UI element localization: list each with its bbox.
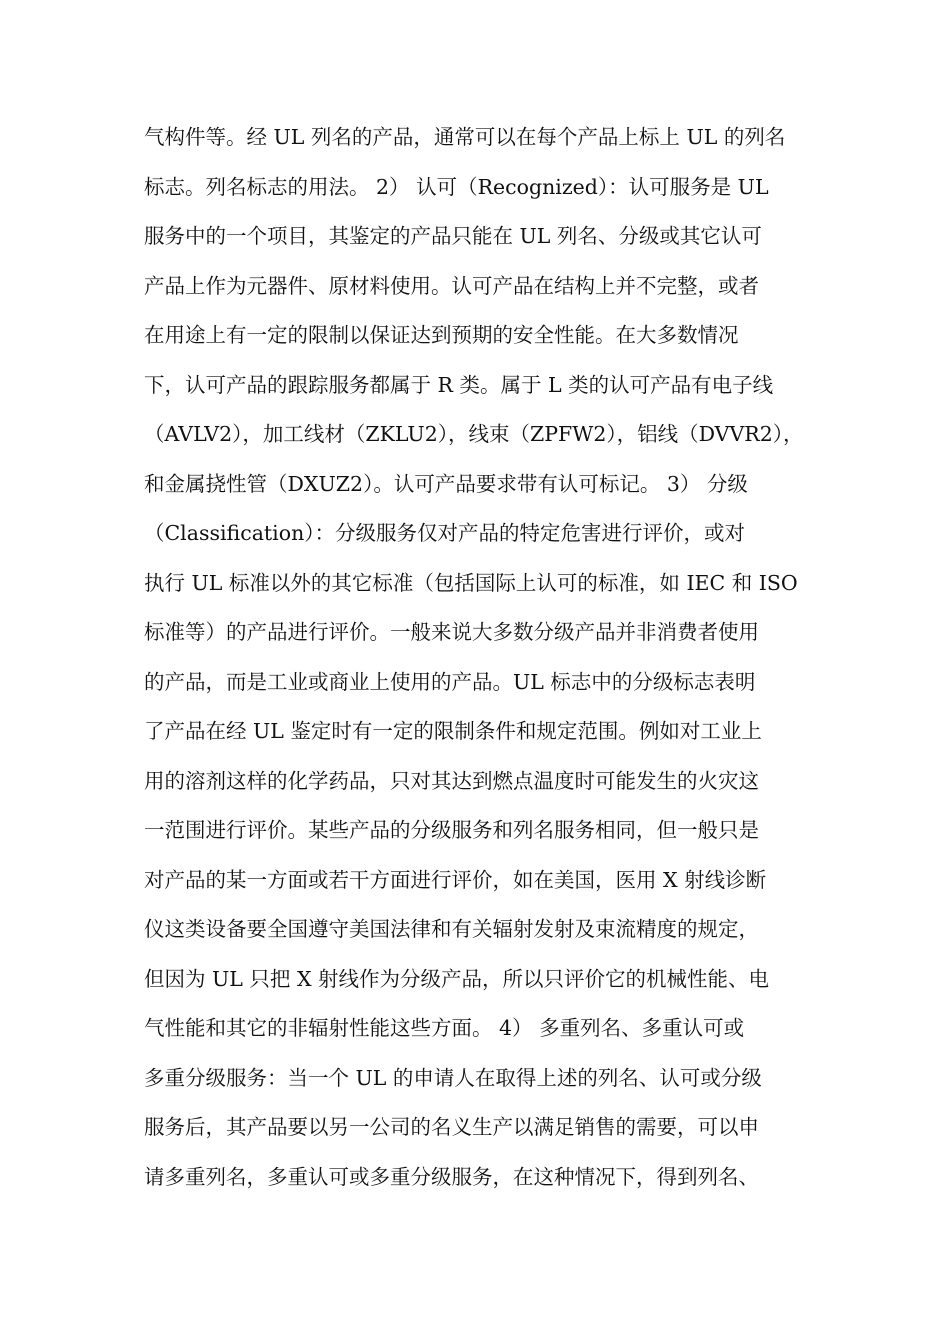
text-line: 多重分级服务：当一个 UL 的申请人在取得上述的列名、认可或分级 [144,1065,762,1090]
text-line: 执行 UL 标准以外的其它标准（包括国际上认可的标准，如 IEC 和 ISO [144,570,798,595]
text-line: 下，认可产品的跟踪服务都属于 R 类。属于 L 类的认可产品有电子线 [144,372,774,397]
text-line: 一范围进行评价。某些产品的分级服务和列名服务相同，但一般只是 [144,818,759,842]
text-line: 服务中的一个项目，其鉴定的产品只能在 UL 列名、分级或其它认可 [144,224,762,248]
text-line: （AVLV2），加工线材（ZKLU2），线束（ZPFW2），铝线（DVVR2）， [144,422,804,446]
text-line: 仪这类设备要全国遵守美国法律和有关辐射发射及束流精度的规定， [144,917,759,941]
text-line: 对产品的某一方面或若干方面进行评价，如在美国，医用 X 射线诊断 [144,867,767,892]
text-line: 标准等）的产品进行评价。一般来说大多数分级产品并非消费者使用 [144,620,759,644]
text-line: 了产品在经 UL 鉴定时有一定的限制条件和规定范围。例如对工业上 [144,719,762,743]
text-line: （Classification）：分级服务仅对产品的特定危害进行评价，或对 [144,521,746,545]
text-line: 请多重列名，多重认可或多重分级服务，在这种情况下，得到列名、 [144,1164,759,1189]
text-line: 用的溶剂这样的化学药品，只对其达到燃点温度时可能发生的火灾这 [144,768,759,793]
text-line: 服务后，其产品要以另一公司的名义生产以满足销售的需要，可以申 [144,1115,759,1139]
text-line: 在用途上有一定的限制以保证达到预期的安全性能。在大多数情况 [144,323,739,347]
text-line: 和金属挠性管（DXUZ2）。认可产品要求带有认可标记。 3） 分级 [144,471,748,496]
body-text [144,113,824,1202]
text-line: 产品上作为元器件、原材料使用。认可产品在结构上并不完整，或者 [144,273,759,298]
text-line: 气构件等。经 UL 列名的产品，通常可以在每个产品上标上 UL 的列名 [144,125,786,149]
text-line: 气性能和其它的非辐射性能这些方面。 4） 多重列名、多重认可或 [144,1016,745,1040]
text-line: 标志。列名标志的用法。 2） 认可（Recognized）：认可服务是 UL [144,174,769,199]
text-line: 但因为 UL 只把 X 射线作为分级产品，所以只评价它的机械性能、电 [144,966,770,991]
text-line: 的产品，而是工业或商业上使用的产品。UL 标志中的分级标志表明 [144,669,756,694]
